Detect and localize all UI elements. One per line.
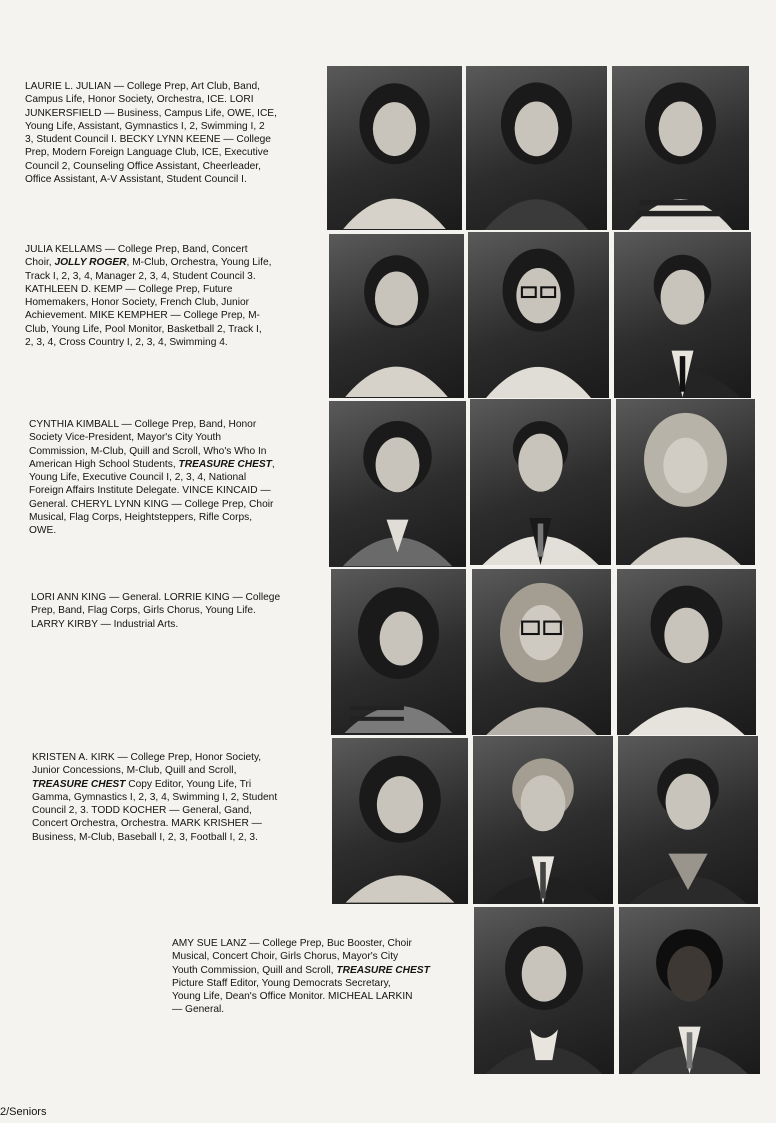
portrait-photo [619, 907, 760, 1074]
portrait-photo [329, 401, 466, 567]
portrait-icon [474, 907, 614, 1074]
portrait-photo [614, 232, 751, 398]
portrait-icon [331, 569, 466, 735]
portrait-photo [617, 569, 756, 735]
portrait-photo [618, 736, 758, 904]
portrait-photo [332, 738, 468, 904]
portrait-icon [472, 569, 611, 735]
portrait-icon [327, 66, 462, 230]
portrait-icon [614, 232, 751, 398]
portrait-icon [617, 569, 756, 735]
portrait-icon [618, 736, 758, 904]
portrait-photo [327, 66, 462, 230]
bio-julian-junkersfield-keene: LAURIE L. JULIAN — College Prep, Art Club, Band, Campus Life, Honor Society, Orchestra, ICE. LORI JUNKERSFIELD — Business, Campus Life, OWE, ICE, Young Life, Assistant, Gymnastics I, 2, Swimming I, 2 3, Student Council I. BECKY LYNN KEENE — College Prep, Modern Foreign Language Club, ICE, Executive Council 2, Counseling Office Assistant, Cheerleader, Office Assistant, A-V Assistant, Student Council I. [25, 81, 277, 186]
portrait-icon [612, 66, 749, 230]
bio-lanz-larkin: AMY SUE LANZ — College Prep, Buc Booster, Choir Musical, Concert Choir, Girls Chorus, Mayor's City Youth Commission, Quill and Scroll, TREASURE CHEST Picture Staff Editor, Young Democrats Secretary, Young Life, Dean's Office Monitor. MICHEAL LARKIN — General. [172, 938, 430, 1016]
portrait-photo [472, 569, 611, 735]
portrait-icon [619, 907, 760, 1074]
portrait-icon [616, 399, 755, 565]
page-footer: 2/Seniors [0, 1106, 47, 1118]
portrait-photo [612, 66, 749, 230]
portrait-icon [329, 401, 466, 567]
portrait-icon [329, 234, 464, 398]
portrait-photo [468, 232, 609, 398]
portrait-photo [616, 399, 755, 565]
portrait-photo [331, 569, 466, 735]
portrait-photo [470, 399, 611, 565]
portrait-icon [332, 738, 468, 904]
portrait-photo [466, 66, 607, 230]
bio-kirk-kocher-krisher: KRISTEN A. KIRK — College Prep, Honor Society, Junior Concessions, M-Club, Quill and Scroll, TREASURE CHEST Copy Editor, Young Life, Tri Gamma, Gymnastics I, 2, 3, 4, Swimming I, 2, Student Council 2, 3. TODD KOCHER — General, Gand, Concert Orchestra, Orchestra. MARK KRISHER — Business, M-Club, Baseball I, 2, 3, Football I, 2, 3. [32, 752, 278, 843]
bio-kimball-kincaid-king: CYNTHIA KIMBALL — College Prep, Band, Honor Society Vice-President, Mayor's City Youth Commission, M-Club, Quill and Scroll, Who's Who In American High School Students, TREASURE CHEST, Young Life, Executive Council I, 2, 3, 4, National Foreign Affairs Institute Delegate. VINCE KINCAID — General. CHERYL LYNN KING — College Prep, Choir Musical, Flag Corps, Heightsteppers, Rifle Corps, OWE. [29, 419, 275, 537]
portrait-photo [474, 907, 614, 1074]
bio-kellams-kemp-kempher: JULIA KELLAMS — College Prep, Band, Concert Choir, JOLLY ROGER, M-Club, Orchestra, Young Life, Track I, 2, 3, 4, Manager 2, 3, 4, Student Council 3. KATHLEEN D. KEMP — College Prep, Future Homemakers, Honor Society, French Club, Junior Achievement. MIKE KEMPHER — College Prep, M- Club, Young Life, Pool Monitor, Basketball 2, Track I, 2, 3, 4, Cross Country I, 2, 3, 4, Swimming 4. [25, 244, 272, 349]
bio-king-king-kirby: LORI ANN KING — General. LORRIE KING — College Prep, Band, Flag Corps, Girls Chorus, Young Life. LARRY KIRBY — Industrial Arts. [31, 592, 281, 630]
portrait-icon [468, 232, 609, 398]
portrait-photo [473, 736, 613, 904]
portrait-icon [466, 66, 607, 230]
portrait-icon [470, 399, 611, 565]
portrait-icon [473, 736, 613, 904]
portrait-photo [329, 234, 464, 398]
